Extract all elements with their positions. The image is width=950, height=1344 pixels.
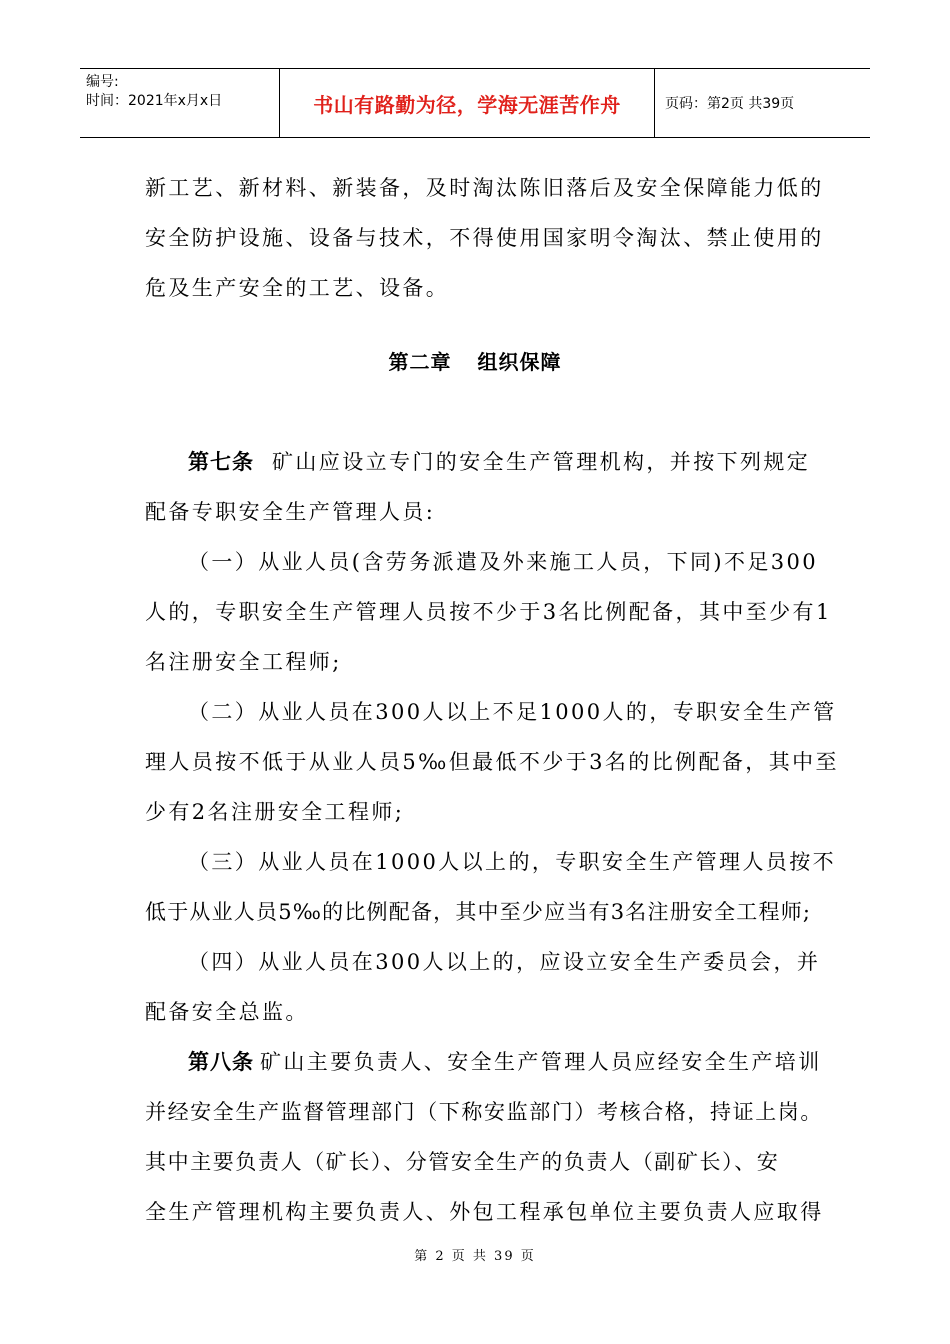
header-page-code: 页码：第2页 共39页 bbox=[665, 96, 795, 112]
body-line: 新工艺、新材料、新装备，及时淘汰陈旧落后及安全保障能力低的 bbox=[145, 176, 824, 200]
body-line: 矿山主要负责人、安全生产管理人员应经安全生产培训 bbox=[260, 1050, 822, 1074]
page-header bbox=[80, 68, 870, 138]
list-item-line: 理人员按不低于从业人员5‰但最低不少于3名的比例配备，其中至 bbox=[145, 750, 839, 774]
article-7-label: 第七条 bbox=[188, 450, 254, 474]
body-line: 安全防护设施、设备与技术，不得使用国家明令淘汰、禁止使用的 bbox=[145, 226, 824, 250]
list-item-line: 配备安全总监。 bbox=[145, 1000, 309, 1024]
page-footer: 第 2 页 共 39 页 bbox=[414, 1249, 536, 1264]
list-item-line: （一）从业人员(含劳务派遣及外来施工人员，下同)不足300 bbox=[188, 550, 819, 574]
body-line: 其中主要负责人（矿长）、分管安全生产的负责人（副矿长）、安 bbox=[145, 1150, 780, 1174]
list-item-line: 人的，专职安全生产管理人员按不少于3名比例配备，其中至少有1 bbox=[145, 600, 832, 624]
chapter-heading bbox=[0, 346, 950, 375]
document-date: 时间：2021年x月x日 bbox=[86, 93, 223, 109]
body-line: 危及生产安全的工艺、设备。 bbox=[145, 276, 450, 300]
body-line: 矿山应设立专门的安全生产管理机构，并按下列规定 bbox=[272, 450, 811, 474]
body-line: 全生产管理机构主要负责人、外包工程承包单位主要负责人应取得 bbox=[145, 1200, 824, 1224]
header-motto: 书山有路勤为径，学海无涯苦作舟 bbox=[280, 69, 655, 137]
list-item-line: 名注册安全工程师; bbox=[145, 650, 342, 674]
list-item-line: （四）从业人员在300人以上的，应设立安全生产委员会，并 bbox=[188, 950, 821, 974]
list-item-line: （三）从业人员在1000人以上的，专职安全生产管理人员按不 bbox=[188, 850, 837, 874]
header-meta bbox=[80, 69, 280, 137]
article-8-first-line bbox=[188, 1046, 822, 1076]
chapter-number: 第二章 bbox=[388, 350, 452, 374]
article-8-label: 第八条 bbox=[188, 1050, 254, 1074]
list-item-line: 低于从业人员5‰的比例配备，其中至少应当有3名注册安全工程师; bbox=[145, 900, 812, 924]
body-line: 并经安全生产监督管理部门（下称安监部门）考核合格，持证上岗。 bbox=[145, 1100, 823, 1124]
list-item-line: 少有2名注册安全工程师; bbox=[145, 800, 405, 824]
list-item-line: （二）从业人员在300人以上不足1000人的，专职安全生产管 bbox=[188, 700, 837, 724]
article-7-first-line bbox=[188, 446, 810, 476]
chapter-title: 组织保障 bbox=[477, 350, 562, 374]
body-line: 配备专职安全生产管理人员: bbox=[145, 500, 436, 524]
document-number-label: 编号: bbox=[86, 74, 119, 90]
